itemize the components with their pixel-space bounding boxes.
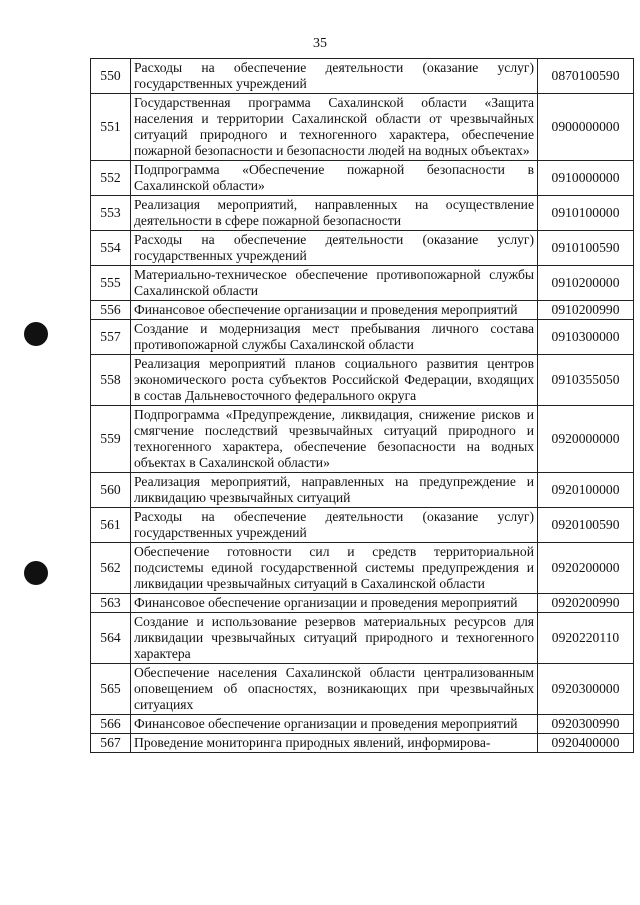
row-code: 0870100590 [538, 59, 634, 94]
table-row [91, 94, 634, 161]
row-code: 0920100590 [538, 508, 634, 543]
row-description: Финансовое обеспечение организации и проведения мероприятий [131, 594, 538, 613]
table-row [91, 301, 634, 320]
row-code: 0910355050 [538, 355, 634, 406]
row-number: 565 [91, 664, 131, 715]
row-description: Финансовое обеспечение организации и проведения мероприятий [131, 715, 538, 734]
row-code: 0920000000 [538, 406, 634, 473]
row-description: Реализация мероприятий планов социального развития центров экономического роста субъектов Российской Федерации, входящих в состав Дальневосточного федерального округа [131, 355, 538, 406]
binder-hole [24, 322, 48, 346]
row-code: 0910000000 [538, 161, 634, 196]
row-number: 561 [91, 508, 131, 543]
table-row [91, 734, 634, 753]
row-description: Расходы на обеспечение деятельности (оказание услуг) государственных учреждений [131, 508, 538, 543]
row-description: Обеспечение готовности сил и средств территориальной подсистемы единой государственной системы предупреждения и ликвидации чрезвычайных ситуаций в Сахалинской области [131, 543, 538, 594]
row-description: Подпрограмма «Обеспечение пожарной безопасности в Сахалинской области» [131, 161, 538, 196]
row-description: Создание и модернизация мест пребывания личного состава противопожарной службы Сахалинской области [131, 320, 538, 355]
table-row [91, 543, 634, 594]
table-row [91, 508, 634, 543]
row-code: 0920300990 [538, 715, 634, 734]
row-description: Реализация мероприятий, направленных на осуществление деятельности в сфере пожарной безопасности [131, 196, 538, 231]
table-row [91, 406, 634, 473]
row-number: 562 [91, 543, 131, 594]
row-number: 567 [91, 734, 131, 753]
row-description: Финансовое обеспечение организации и проведения мероприятий [131, 301, 538, 320]
table-row [91, 59, 634, 94]
table-row [91, 613, 634, 664]
row-code: 0920200990 [538, 594, 634, 613]
row-code: 0920400000 [538, 734, 634, 753]
row-number: 551 [91, 94, 131, 161]
row-description: Расходы на обеспечение деятельности (оказание услуг) государственных учреждений [131, 231, 538, 266]
row-number: 558 [91, 355, 131, 406]
row-code: 0910300000 [538, 320, 634, 355]
table-row [91, 664, 634, 715]
row-number: 563 [91, 594, 131, 613]
row-number: 555 [91, 266, 131, 301]
table-row [91, 473, 634, 508]
row-number: 560 [91, 473, 131, 508]
row-code: 0920220110 [538, 613, 634, 664]
row-code: 0920200000 [538, 543, 634, 594]
table-row [91, 355, 634, 406]
row-description: Расходы на обеспечение деятельности (оказание услуг) государственных учреждений [131, 59, 538, 94]
row-description: Реализация мероприятий, направленных на предупреждение и ликвидацию чрезвычайных ситуаций [131, 473, 538, 508]
row-number: 554 [91, 231, 131, 266]
binder-hole [24, 561, 48, 585]
table-row [91, 161, 634, 196]
row-number: 550 [91, 59, 131, 94]
row-number: 552 [91, 161, 131, 196]
row-number: 553 [91, 196, 131, 231]
row-number: 559 [91, 406, 131, 473]
table-row [91, 715, 634, 734]
row-number: 556 [91, 301, 131, 320]
table-row [91, 266, 634, 301]
row-code: 0910100000 [538, 196, 634, 231]
budget-classification-table [90, 58, 634, 753]
row-code: 0910100590 [538, 231, 634, 266]
page-number: 35 [313, 36, 327, 51]
row-code: 0920300000 [538, 664, 634, 715]
row-description: Государственная программа Сахалинской области «Защита населения и территории Сахалинской области от чрезвычайных ситуаций природного и техногенного характера, обеспечение пожарной безопасности и безопасности людей на водных объектах» [131, 94, 538, 161]
row-number: 557 [91, 320, 131, 355]
row-number: 566 [91, 715, 131, 734]
table-row [91, 594, 634, 613]
row-description: Создание и использование резервов материальных ресурсов для ликвидации чрезвычайных ситуаций природного и техногенного характера [131, 613, 538, 664]
row-description: Материально-техническое обеспечение противопожарной службы Сахалинской области [131, 266, 538, 301]
table-row [91, 320, 634, 355]
row-description: Подпрограмма «Предупреждение, ликвидация, снижение рисков и смягчение последствий чрезвычайных ситуаций природного и техногенного характера, обеспечение безопасности на водных объектах в Сахалинской области» [131, 406, 538, 473]
row-code: 0920100000 [538, 473, 634, 508]
row-code: 0900000000 [538, 94, 634, 161]
table-body [91, 59, 634, 753]
table-row [91, 231, 634, 266]
row-description: Проведение мониторинга природных явлений, информирова- [131, 734, 538, 753]
table-row [91, 196, 634, 231]
row-code: 0910200000 [538, 266, 634, 301]
row-description: Обеспечение населения Сахалинской области централизованным оповещением об опасностях, возникающих при чрезвычайных ситуациях [131, 664, 538, 715]
row-number: 564 [91, 613, 131, 664]
row-code: 0910200990 [538, 301, 634, 320]
